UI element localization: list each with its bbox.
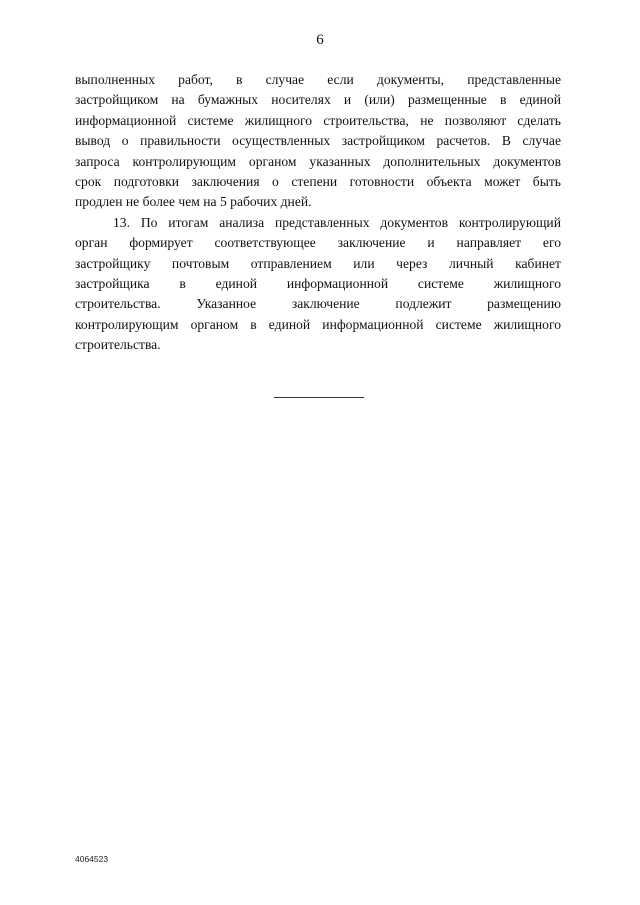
text-line: застройщиком на бумажных носителях и (или) размещенные в единой: [75, 92, 561, 108]
page-number: 6: [316, 32, 324, 48]
text-line: строительства. Указанное заключение подлежит размещению: [75, 296, 561, 312]
text-line: информационной системе жилищного строительства, не позволяют сделать: [75, 112, 561, 128]
text-line: продлен не более чем на 5 рабочих дней.: [75, 194, 312, 210]
text-line: орган формирует соответствующее заключение и направляет его: [75, 235, 561, 251]
text-line: выполненных работ, в случае если документы, представленные: [75, 72, 561, 87]
text-line: строительства.: [75, 337, 161, 353]
text-line: запроса контролирующим органом указанных дополнительных документов: [75, 153, 561, 169]
text-line: застройщика в единой информационной системе жилищного: [75, 276, 561, 292]
document-body: [75, 70, 561, 356]
text-line: срок подготовки заключения о степени готовности объекта может быть: [75, 174, 561, 190]
end-of-document-rule: [274, 397, 364, 398]
document-code: 4064523: [75, 854, 109, 864]
paragraph-13-start: 13. По итогам анализа представленных документов контролирующий: [113, 214, 561, 230]
text-line: застройщику почтовым отправлением или через личный кабинет: [75, 255, 561, 271]
text-line: вывод о правильности осуществленных застройщиком расчетов. В случае: [75, 133, 561, 149]
text-line: контролирующим органом в единой информационной системе жилищного: [75, 316, 561, 332]
